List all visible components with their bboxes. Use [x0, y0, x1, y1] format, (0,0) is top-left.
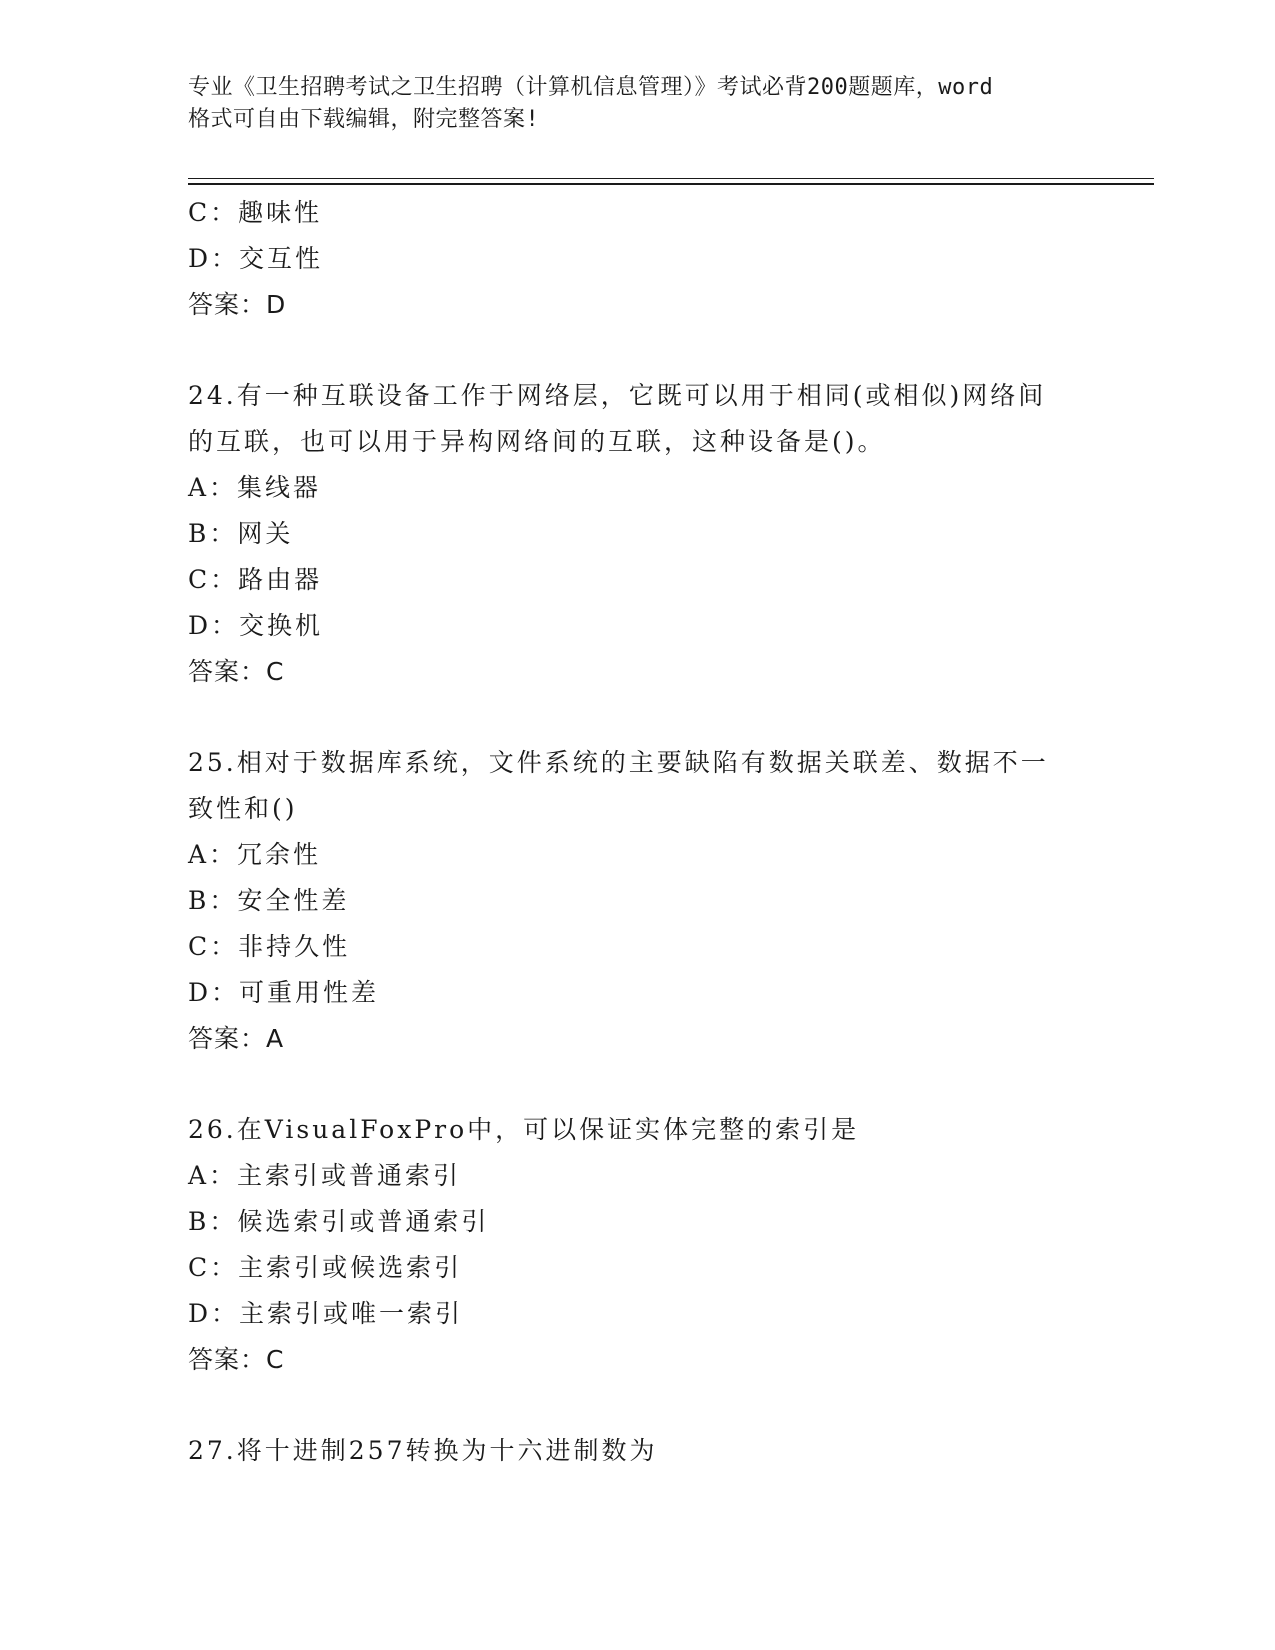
question-26 — [188, 1107, 1088, 1383]
option-a: A：集线器 — [188, 473, 322, 502]
option-b: B：安全性差 — [188, 886, 350, 915]
option-c: C：趣味性 — [188, 198, 323, 227]
question-25 — [188, 740, 1088, 1062]
document-body — [188, 190, 1088, 1474]
question-stem-line: 24.有一种互联设备工作于网络层，它既可以用于相同(或相似)网络间 — [188, 381, 1047, 410]
carryover-question — [188, 190, 1088, 328]
option-c: C：主索引或候选索引 — [188, 1253, 463, 1282]
option-d: D：主索引或唯一索引 — [188, 1299, 464, 1328]
question-stem-line: 26.在VisualFoxPro中，可以保证实体完整的索引是 — [188, 1115, 860, 1144]
page-header — [188, 72, 1088, 136]
header-divider — [188, 178, 1154, 185]
option-d: D：交互性 — [188, 244, 324, 273]
question-stem-line: 的互联，也可以用于异构网络间的互联，这种设备是()。 — [188, 427, 886, 456]
option-a: A：主索引或普通索引 — [188, 1161, 462, 1190]
answer-line: 答案：A — [188, 1024, 285, 1053]
question-stem-line: 27.将十进制257转换为十六进制数为 — [188, 1436, 658, 1465]
answer-line: 答案：C — [188, 657, 285, 686]
option-d: D：可重用性差 — [188, 978, 380, 1007]
option-c: C：路由器 — [188, 565, 323, 594]
question-stem-line: 致性和() — [188, 794, 298, 823]
question-stem-line: 25.相对于数据库系统，文件系统的主要缺陷有数据关联差、数据不一 — [188, 748, 1049, 777]
option-b: B：候选索引或普通索引 — [188, 1207, 490, 1236]
question-27 — [188, 1428, 1088, 1474]
answer-line: 答案：D — [188, 290, 287, 319]
answer-line: 答案：C — [188, 1345, 285, 1374]
option-a: A：冗余性 — [188, 840, 322, 869]
option-b: B：网关 — [188, 519, 294, 548]
option-d: D：交换机 — [188, 611, 324, 640]
question-24 — [188, 373, 1088, 695]
header-title-line-1: 专业《卫生招聘考试之卫生招聘（计算机信息管理）》考试必背200题题库，word — [188, 75, 994, 100]
header-title-line-2: 格式可自由下载编辑，附完整答案! — [188, 107, 540, 132]
option-c: C：非持久性 — [188, 932, 351, 961]
